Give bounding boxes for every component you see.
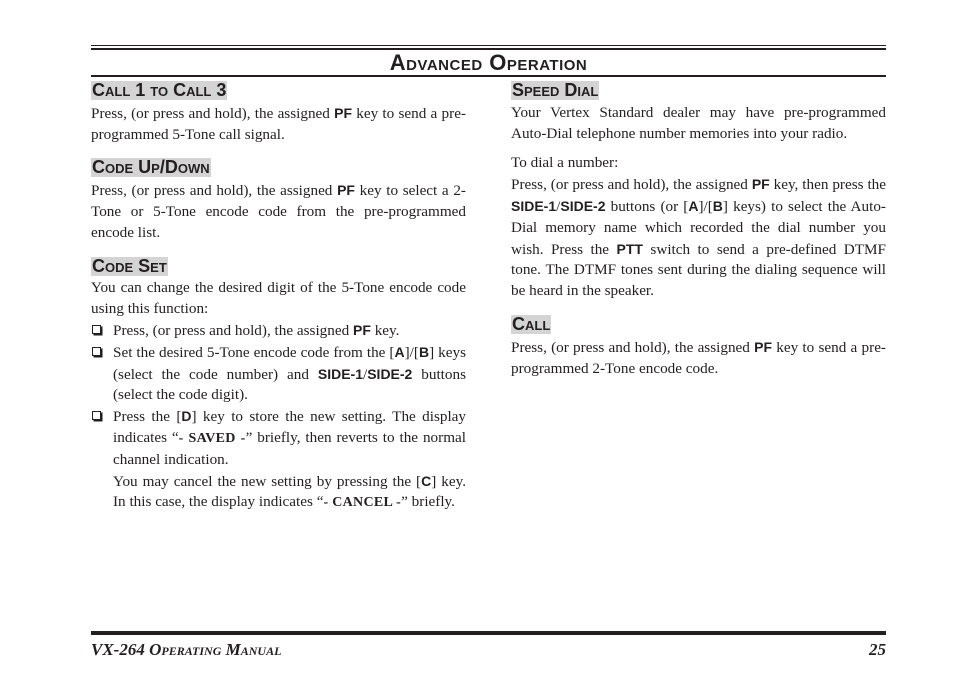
text: / [556,197,561,215]
bullet-list [91,320,466,471]
text: ] key. In this case, the display indicates “ [113,472,466,511]
text: ] keys (select the code number) and [113,343,466,383]
key-pf: PF [751,176,770,193]
list-item [91,406,466,470]
key-side-1: SIDE-1 [317,365,363,382]
key-d: D [181,408,192,425]
list-item [91,342,466,406]
text: switch to send a pre-defined DTMF tone. The DTMF tones sent during the dialing sequence will be heard in the speaker. [511,240,887,300]
page-title: Advanced Operation [389,50,588,75]
text: key, then press the [769,176,886,194]
paragraph [91,103,466,146]
text: ] keys) to select the Auto-Dial memory name which recorded the dial number you wish. Press the [511,197,886,258]
paragraph [511,337,886,380]
right-column [511,81,886,392]
text: buttons (select the code digit). [113,365,466,404]
text: ]/[ [404,343,419,361]
footer-manual-title: VX-264 Operating Manual [91,640,282,659]
paragraph: Your Vertex Standard dealer may have pre-programmed Auto-Dial telephone number memories into your radio. [511,103,886,142]
key-c: C [421,472,432,489]
section-heading: Speed Dial [512,80,599,100]
section-heading: Call 1 to Call 3 [92,80,227,100]
text: key to select a 2-Tone or 5-Tone encode code from the pre-programmed encode list. [91,182,466,241]
key-side-2: SIDE-2 [367,365,413,382]
key-ptt: PTT [616,240,643,257]
key-pf: PF [754,338,773,355]
section-heading: Code Up/Down [92,157,210,178]
text: ]/[ [698,197,713,215]
display-saved: - SAVED - [178,430,246,446]
display-cancel: - CANCEL - [323,495,402,511]
section-speed-dial [511,81,886,302]
footer-rule [91,631,886,635]
text: Press, (or press and hold), the assigned [113,321,354,339]
text: You may cancel the new setting by pressing the [ [113,472,422,490]
text: Set the desired 5-Tone encode code from the [ [113,343,395,361]
cancel-note [91,471,466,515]
key-side-1: SIDE-1 [511,197,557,214]
text: key to send a pre-programmed 5-Tone call signal. [91,104,466,143]
key-pf: PF [337,182,355,199]
key-pf: PF [334,104,353,121]
text: Press the [ [113,408,182,426]
page-number: 25 [869,640,886,659]
top-rule-thin [91,45,886,46]
checkbox-bullet-icon [92,347,101,356]
section-heading: Call [512,313,551,334]
paragraph [511,174,886,302]
key-a: A [688,197,699,214]
checkbox-bullet-icon [92,411,101,420]
spacer [511,144,886,153]
text: Press, (or press and hold), the assigned [91,104,335,122]
paragraph: To dial a number: [511,154,619,172]
text: Press, (or press and hold), the assigned [511,338,755,356]
key-b: B [418,343,430,360]
text: buttons (or [ [605,197,689,215]
section-code-set [91,257,466,515]
text: ” briefly. [401,493,455,511]
text: Press, (or press and hold), the assigned [511,176,752,194]
text: key to send a pre-programmed 2-Tone encode code. [511,338,886,377]
text: key. [370,321,400,339]
text: / [362,365,368,383]
section-code-up-down [91,158,466,243]
title-underline [91,75,886,77]
section-heading: Code Set [92,255,167,276]
key-a: A [394,343,405,360]
text: Press, (or press and hold), the assigned [91,182,338,200]
list-item [91,320,466,342]
key-b: B [712,197,723,214]
checkbox-bullet-icon [92,325,101,334]
section-call-1-to-call-3 [91,81,466,145]
left-column [91,81,466,527]
key-side-2: SIDE-2 [560,197,606,214]
key-pf: PF [353,321,371,338]
paragraph [91,180,466,243]
paragraph: You can change the desired digit of the 5-Tone encode code using this function: [91,279,466,318]
text: ” briefly, then reverts to the normal channel indication. [113,428,466,468]
section-call [511,315,886,379]
text: ] key to store the new setting. The display indicates “ [113,408,466,446]
